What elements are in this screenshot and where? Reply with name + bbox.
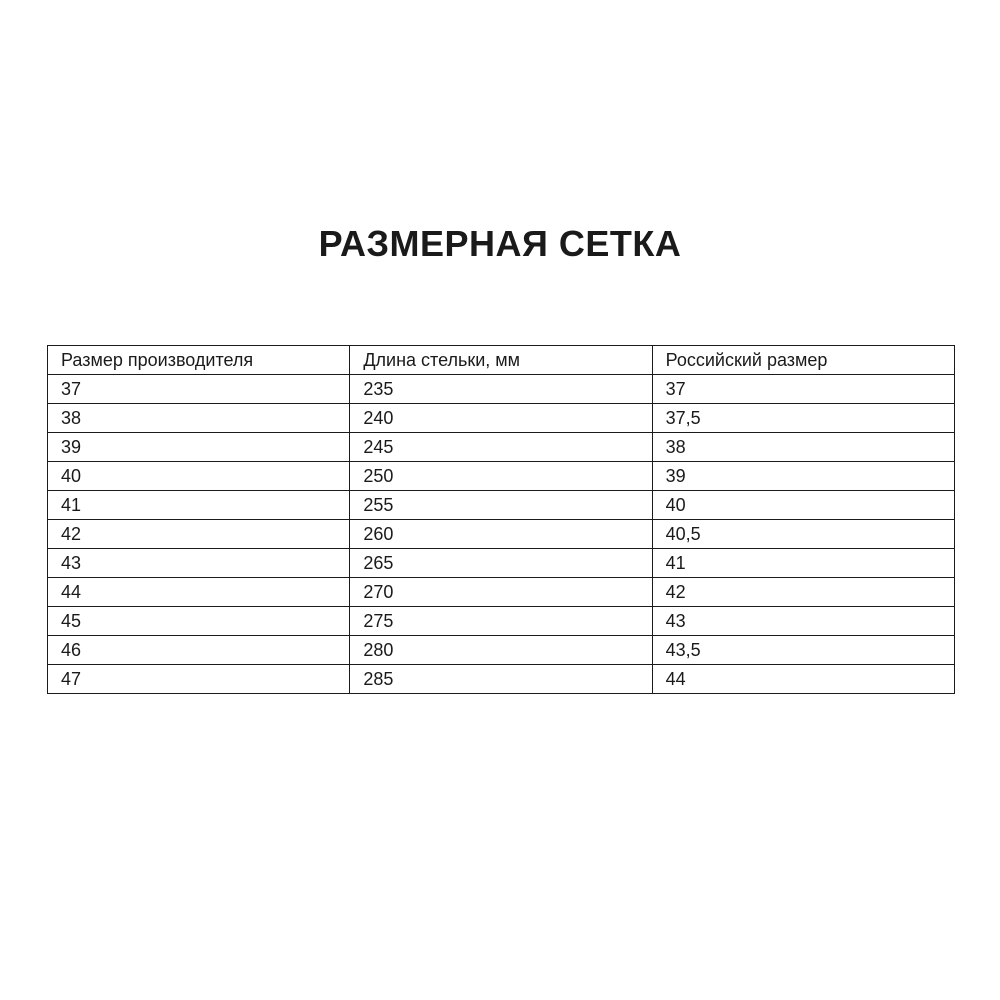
table-header-row	[48, 346, 955, 375]
size-table	[47, 345, 955, 694]
table-row	[48, 520, 955, 549]
table-row	[48, 404, 955, 433]
table-cell: 40,5	[652, 520, 954, 549]
table-cell: 43	[652, 607, 954, 636]
table-cell: 37	[652, 375, 954, 404]
table-cell: 285	[350, 665, 652, 694]
table-cell: 270	[350, 578, 652, 607]
size-table-body	[48, 375, 955, 694]
table-row	[48, 578, 955, 607]
table-row	[48, 549, 955, 578]
table-cell: 41	[48, 491, 350, 520]
table-row	[48, 375, 955, 404]
table-cell: 245	[350, 433, 652, 462]
table-cell: 37	[48, 375, 350, 404]
table-cell: 265	[350, 549, 652, 578]
table-cell: 39	[48, 433, 350, 462]
table-row	[48, 433, 955, 462]
table-cell: 260	[350, 520, 652, 549]
table-cell: 275	[350, 607, 652, 636]
header-cell-insole-length: Длина стельки, мм	[350, 346, 652, 375]
table-row	[48, 665, 955, 694]
table-cell: 235	[350, 375, 652, 404]
table-cell: 38	[48, 404, 350, 433]
table-cell: 40	[48, 462, 350, 491]
table-cell: 42	[48, 520, 350, 549]
table-row	[48, 607, 955, 636]
table-cell: 37,5	[652, 404, 954, 433]
table-cell: 39	[652, 462, 954, 491]
table-cell: 280	[350, 636, 652, 665]
table-cell: 44	[48, 578, 350, 607]
table-cell: 41	[652, 549, 954, 578]
table-cell: 44	[652, 665, 954, 694]
table-cell: 40	[652, 491, 954, 520]
table-cell: 240	[350, 404, 652, 433]
page-title: РАЗМЕРНАЯ СЕТКА	[318, 223, 682, 264]
table-cell: 255	[350, 491, 652, 520]
table-cell: 250	[350, 462, 652, 491]
size-table-head	[48, 346, 955, 375]
table-row	[48, 462, 955, 491]
table-cell: 38	[652, 433, 954, 462]
header-cell-russian-size: Российский размер	[652, 346, 954, 375]
table-row	[48, 491, 955, 520]
table-cell: 45	[48, 607, 350, 636]
header-cell-manufacturer-size: Размер производителя	[48, 346, 350, 375]
table-cell: 43,5	[652, 636, 954, 665]
table-cell: 46	[48, 636, 350, 665]
table-cell: 42	[652, 578, 954, 607]
table-cell: 47	[48, 665, 350, 694]
table-cell: 43	[48, 549, 350, 578]
table-row	[48, 636, 955, 665]
